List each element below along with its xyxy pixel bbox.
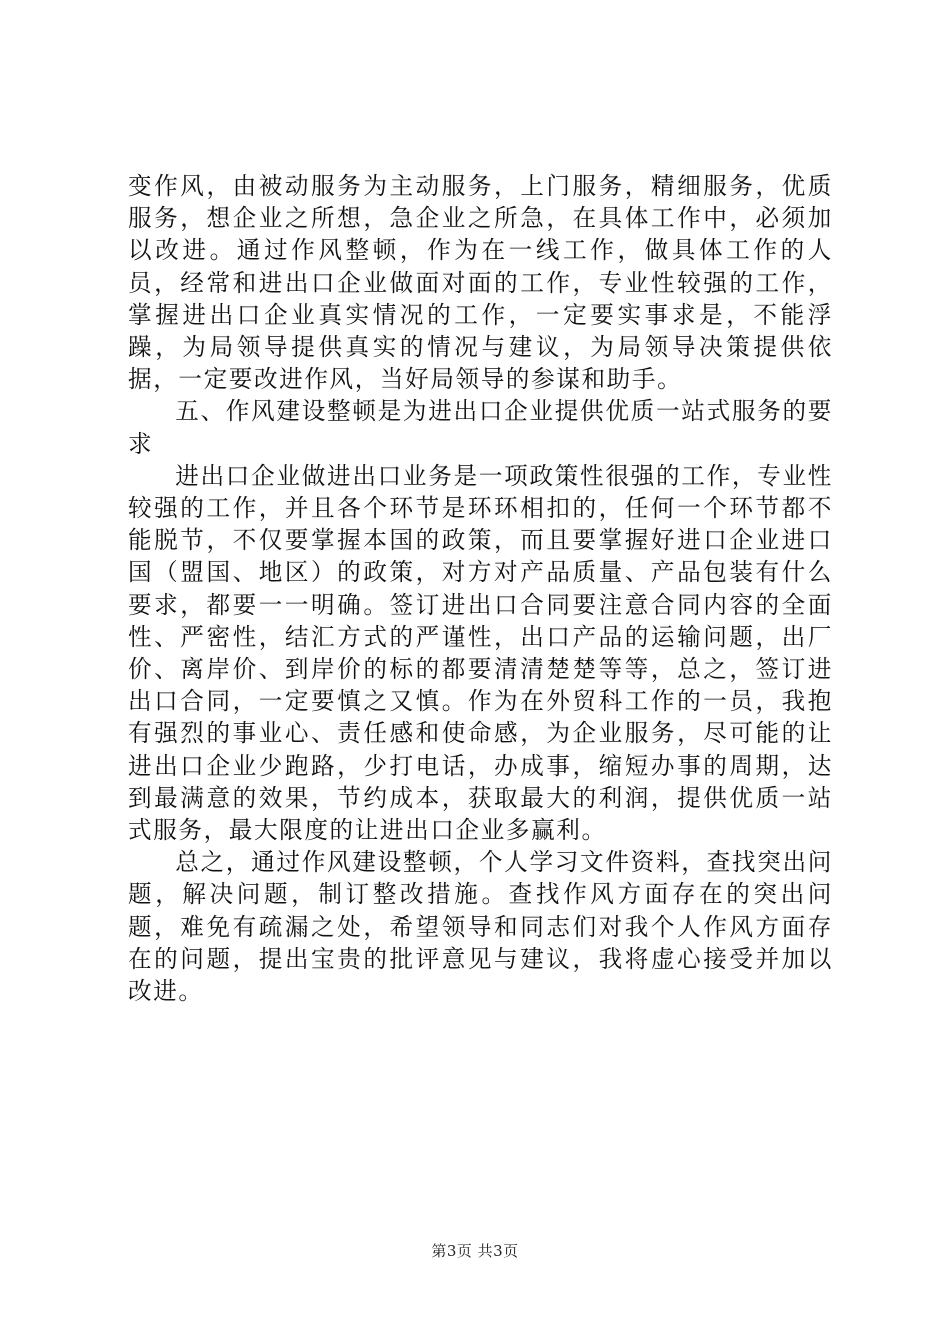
paragraph-2: 进出口企业做进出口业务是一项政策性很强的工作，专业性较强的工作，并且各个环节是环环相扣的，任何一个环节都不能脱节，不仅要掌握本国的政策，而且要掌握好进口企业进口国（盟国、地区）的政策，对方对产品质量、产品包装有什么要求，都要一一明确。签订进出口合同要注意合同内容的全面性、严密性，结汇方式的严谨性，出口产品的运输问题，出厂价、离岸价、到岸价的标的都要清清楚楚等等，总之，签订进出口合同，一定要慎之又慎。作为在外贸科工作的一员，我抱有强烈的事业心、责任感和使命感，为企业服务，尽可能的让进出口企业少跑路，少打电话，办成事，缩短办事的周期，达到最满意的效果，节约成本，获取最大的利润，提供优质一站式服务，最大限度的让进出口企业多赢利。 bbox=[128, 461, 833, 845]
document-body bbox=[128, 170, 833, 1007]
paragraph-1: 变作风，由被动服务为主动服务，上门服务，精细服务，优质服务，想企业之所想，急企业之所急，在具体工作中，必须加以改进。通过作风整顿，作为在一线工作，做具体工作的人员，经常和进出口企业做面对面的工作，专业性较强的工作，掌握进出口企业真实情况的工作，一定要实事求是，不能浮躁，为局领导提供真实的情况与建议，为局领导决策提供依据，一定要改进作风，当好局领导的参谋和助手。 bbox=[128, 172, 833, 394]
paragraph-conclusion: 总之，通过作风建设整顿，个人学习文件资料，查找突出问题，解决问题，制订整改措施。查找作风方面存在的突出问题，难免有疏漏之处，希望领导和同志们对我个人作风方面存在的问题，提出宝贵的批评意见与建议，我将虚心接受并加以改进。 bbox=[128, 848, 833, 1006]
section-heading-5: 五、作风建设整顿是为进出口企业提供优质一站式服务的要求 bbox=[128, 397, 833, 458]
page-number-footer: 第3页 共3页 bbox=[431, 1242, 519, 1260]
